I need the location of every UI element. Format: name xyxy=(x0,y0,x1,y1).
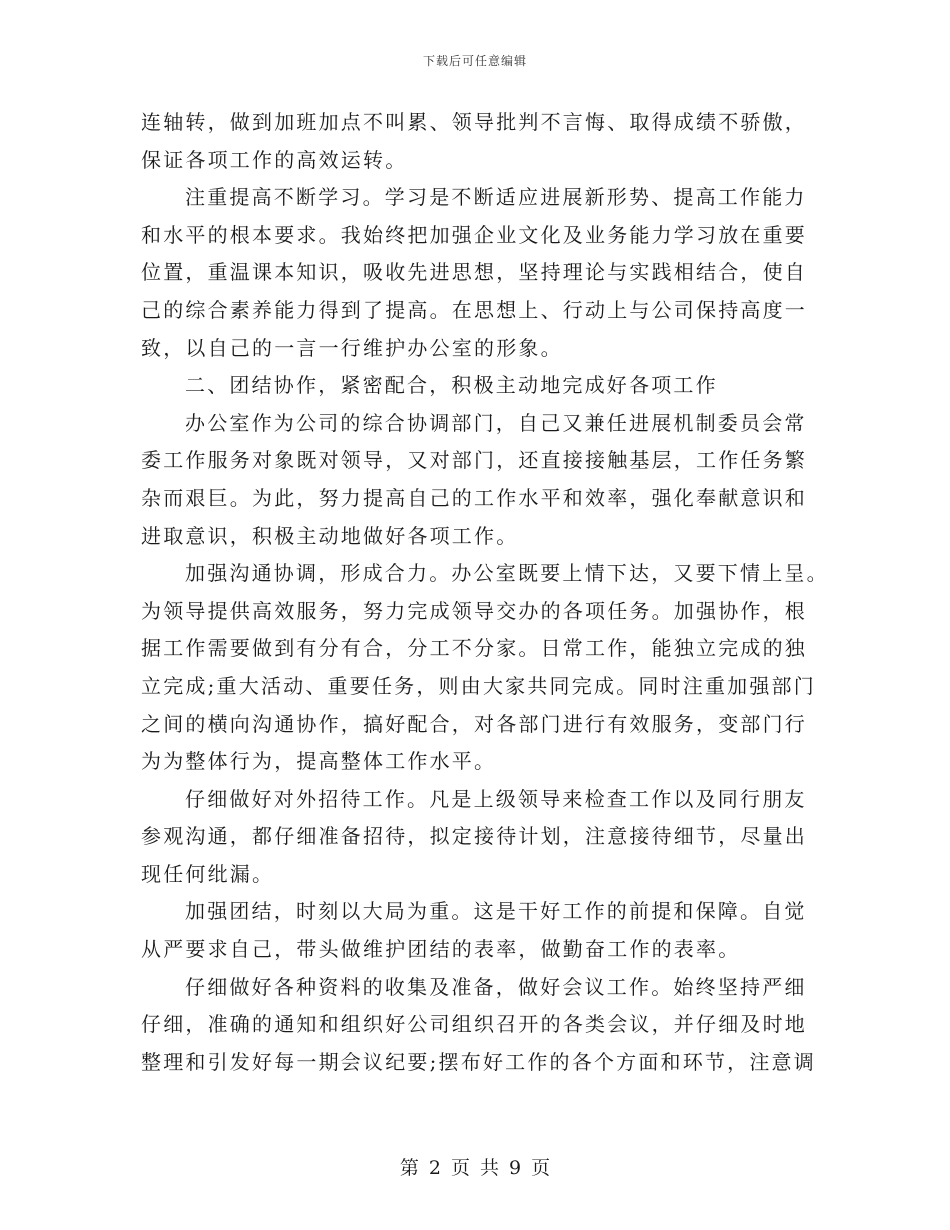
footer-label-di: 第 xyxy=(399,1157,419,1179)
current-page-number: 2 xyxy=(428,1157,441,1179)
text-line: 参观沟通，都仔细准备招待，拟定接待计划，注意接待细节，尽量出 xyxy=(141,824,807,849)
text-line: 据工作需要做到有分有合，分工不分家。日常工作，能独立完成的独 xyxy=(141,636,807,661)
footer-label-ye: 页 xyxy=(450,1157,470,1179)
text-line: 为为整体行为，提高整体工作水平。 xyxy=(141,749,497,774)
text-line: 办公室作为公司的综合协调部门，自己又兼任进展机制委员会常 xyxy=(185,410,807,435)
text-line: 连轴转，做到加班加点不叫累、领导批判不言悔、取得成绩不骄傲， xyxy=(141,110,807,134)
text-line: 为领导提供高效服务，努力完成领导交办的各项任务。加强协作，根 xyxy=(141,598,807,623)
text-line: 从严要求自己，带头做维护团结的表率，做勤奋工作的表率。 xyxy=(141,937,741,962)
footer-label-gong: 共 xyxy=(480,1157,500,1179)
text-line: 立完成;重大活动、重要任务，则由大家共同完成。同时注重加强部门 xyxy=(141,673,816,698)
footer-label-ye-2: 页 xyxy=(531,1157,551,1179)
text-line: 仔细做好各种资料的收集及准备，做好会议工作。始终坚持严细 xyxy=(185,974,807,999)
text-line: 位置，重温课本知识，吸收先进思想，坚持理论与实践相结合，使自 xyxy=(141,260,807,285)
text-line: 仔细做好对外招待工作。凡是上级领导来检查工作以及同行朋友 xyxy=(185,786,807,811)
text-line: 之间的横向沟通协作，搞好配合，对各部门进行有效服务，变部门行 xyxy=(141,711,807,736)
section-heading: 二、团结协作，紧密配合，积极主动地完成好各项工作 xyxy=(185,373,718,398)
text-line: 现任何纰漏。 xyxy=(141,861,275,886)
text-line: 加强团结，时刻以大局为重。这是干好工作的前提和保障。自觉 xyxy=(185,899,807,924)
text-line: 进取意识，积极主动地做好各项工作。 xyxy=(141,523,519,548)
text-line: 保证各项工作的高效运转。 xyxy=(141,147,408,172)
page-header: 下载后可任意编辑 xyxy=(422,54,527,68)
text-line: 己的综合素养能力得到了提高。在思想上、行动上与公司保持高度一 xyxy=(141,297,807,322)
text-line: 加强沟通协调，形成合力。办公室既要上情下达，又要下情上呈。 xyxy=(185,561,829,586)
text-line: 和水平的根本要求。我始终把加强企业文化及业务能力学习放在重要 xyxy=(141,222,807,247)
text-line: 委工作服务对象既对领导，又对部门，还直接接触基层，工作任务繁 xyxy=(141,448,807,473)
document-body xyxy=(141,104,829,1081)
text-line: 杂而艰巨。为此，努力提高自己的工作水平和效率，强化奉献意识和 xyxy=(141,485,807,510)
text-line: 注重提高不断学习。学习是不断适应进展新形势、提高工作能力 xyxy=(185,185,807,210)
text-line: 仔细，准确的通知和组织好公司组织召开的各类会议，并仔细及时地 xyxy=(141,1012,807,1037)
page-footer xyxy=(0,1153,950,1180)
text-line: 致，以自己的一言一行维护办公室的形象。 xyxy=(141,335,563,360)
total-page-count: 9 xyxy=(509,1157,522,1179)
text-line: 整理和引发好每一期会议纪要;摆布好工作的各个方面和环节，注意调 xyxy=(141,1049,816,1074)
